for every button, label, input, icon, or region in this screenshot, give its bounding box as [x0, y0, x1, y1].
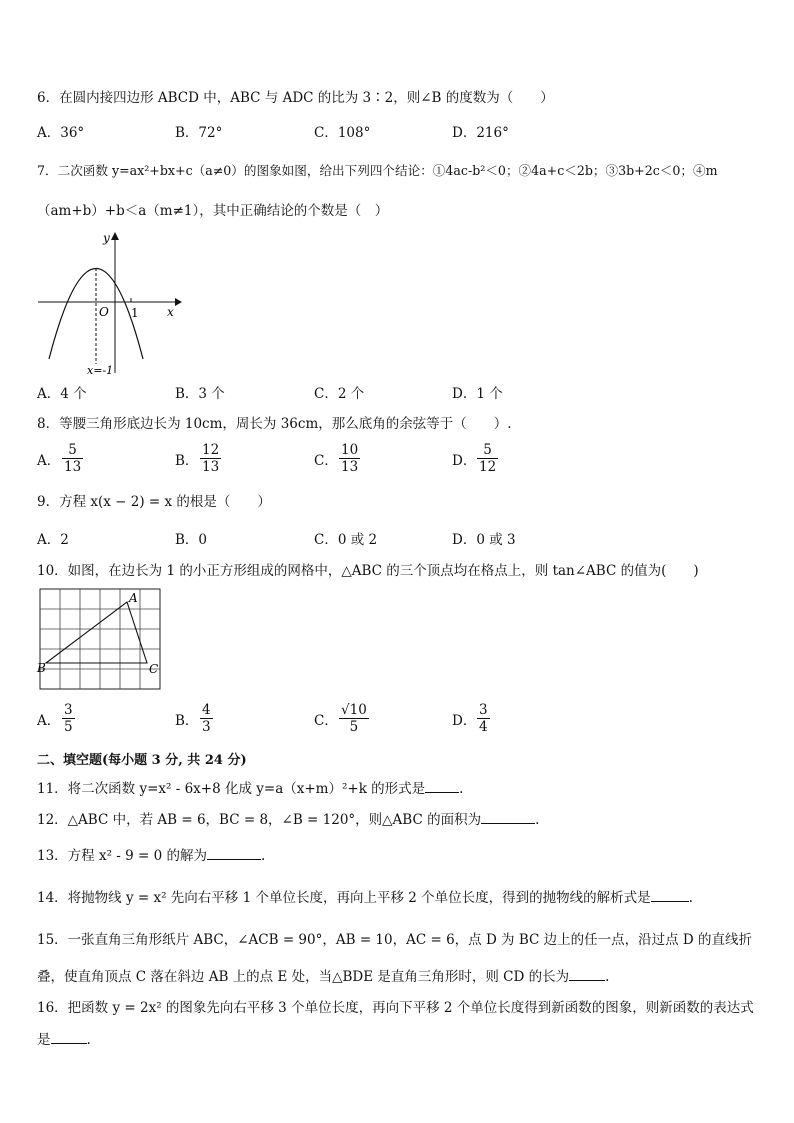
q7-stem-line1: 7．二次函数 y=ax²+bx+c（a≠0）的图象如图，给出下列四个结论：①4ac-b²＜0；②4a+c＜2b；③3b+2c＜0；④m [37, 163, 718, 178]
q9-option-c[interactable]: C．0 或 2 [314, 532, 378, 548]
q14-stem: 14．将抛物线 y = x² 先向右平移 1 个单位长度，再向上平移 2 个单位长度，得到的抛物线的解析式是 [37, 890, 651, 906]
q6-option-a[interactable]: A．36° [37, 125, 85, 141]
q12-row [37, 811, 539, 829]
q10-option-a-letter[interactable]: A． [37, 713, 61, 729]
denominator: 5 [64, 719, 73, 735]
q7-option-c[interactable]: C．2 个 [314, 386, 365, 402]
numerator: 5 [477, 442, 498, 459]
denominator: 13 [341, 459, 359, 475]
q16-end: . [86, 1032, 91, 1048]
q16-answer-blank[interactable] [51, 1031, 87, 1044]
q7-stem-line2: （am+b）+b＜a（m≠1），其中正确结论的个数是（ ） [37, 203, 389, 219]
vertex-label-c: C [149, 662, 159, 676]
q7-option-a[interactable]: A．4 个 [37, 386, 87, 402]
denominator: 12 [479, 459, 497, 475]
q13-end: . [261, 848, 266, 864]
q6-stem: 6．在圆内接四边形 ABCD 中，ABC 与 ADC 的比为 3∶2，则∠B 的度数为（ ） [37, 90, 554, 106]
denominator: 13 [64, 459, 82, 475]
denominator: 4 [479, 719, 488, 735]
q8-option-c-fraction [339, 442, 360, 475]
q8-option-d-fraction [477, 442, 498, 475]
numerator: 12 [202, 442, 220, 458]
section-title: 二、填空题(每小题 3 分, 共 24 分) [37, 753, 247, 768]
x-axis-label: x [167, 305, 174, 319]
q6-option-b[interactable]: B．72° [175, 125, 223, 141]
q8-stem: 8．等腰三角形底边长为 10cm，周长为 36cm，那么底角的余弦等于（ ）. [37, 416, 512, 432]
q9-option-b[interactable]: B．0 [175, 532, 208, 548]
q13-stem: 13．方程 x² - 9 = 0 的解为 [37, 848, 208, 864]
q10-option-d-fraction [477, 702, 490, 735]
grid-lines [40, 589, 160, 689]
q10-grid-figure [37, 586, 162, 686]
q12-stem: 12．△ABC 中，若 AB = 6，BC = 8，∠B = 120°，则△ABC 的面积为 [37, 812, 482, 828]
numerator: 10 [341, 442, 359, 458]
q12-end: . [535, 812, 540, 828]
q14-row [37, 889, 693, 907]
x-axis-arrow [175, 298, 182, 306]
q11-answer-blank[interactable] [425, 780, 459, 793]
q8-option-b-letter[interactable]: B． [175, 453, 199, 469]
denominator: 5 [349, 719, 359, 735]
y-axis-label: y [103, 231, 110, 245]
vertex-label-a: A [129, 591, 138, 605]
q8-option-d-letter[interactable]: D． [452, 453, 477, 469]
q16-line1: 16．把函数 y = 2x² 的图象先向右平移 3 个单位长度，再向下平移 2 个单位长度得到新函数的图象，则新函数的表达式 [37, 1000, 754, 1016]
q14-answer-blank[interactable] [651, 889, 689, 902]
numerator: √10 [341, 702, 367, 718]
q16-row2 [37, 1031, 91, 1049]
q6-option-d[interactable]: D．216° [452, 125, 509, 141]
q10-option-b-fraction [200, 702, 213, 735]
q13-answer-blank[interactable] [207, 847, 261, 860]
q14-end: . [688, 890, 693, 906]
triangle-abc [46, 602, 147, 663]
q10-option-c-fraction [339, 702, 369, 735]
q15-end: . [605, 969, 610, 985]
q7-option-b[interactable]: B．3 个 [175, 386, 225, 402]
q10-option-c-letter[interactable]: C． [314, 713, 338, 729]
q8-option-a-letter[interactable]: A． [37, 453, 61, 469]
vertex-label-b: B [37, 661, 46, 675]
symmetry-axis-label: x=-1 [87, 364, 114, 377]
q10-stem: 10．如图，在边长为 1 的小正方形组成的网格中，△ABC 的三个顶点均在格点上，则 tan∠ABC 的值为( ) [37, 563, 699, 579]
q9-option-a[interactable]: A．2 [37, 532, 69, 548]
q7-option-d[interactable]: D．1 个 [452, 386, 503, 402]
tick-label-1: 1 [131, 306, 139, 320]
q9-stem: 9．方程 x(x − 2) = x 的根是（ ） [37, 494, 271, 510]
q10-option-a-fraction [62, 702, 75, 735]
q6-option-c[interactable]: C．108° [314, 125, 371, 141]
numerator: 4 [202, 702, 211, 718]
numerator: 3 [64, 702, 73, 718]
q9-option-d[interactable]: D．0 或 3 [452, 532, 516, 548]
q15-line1: 15．一张直角三角形纸片 ABC，∠ACB = 90°，AB = 10，AC = 6，点 D 为 BC 边上的任一点，沿过点 D 的直线折 [37, 932, 753, 948]
numerator: 3 [479, 702, 488, 718]
q11-end: . [459, 781, 464, 797]
q10-option-b-letter[interactable]: B． [175, 713, 199, 729]
q13-row [37, 847, 265, 865]
denominator: 3 [202, 719, 211, 735]
q8-option-c-letter[interactable]: C． [314, 453, 338, 469]
q8-option-b-fraction [200, 442, 221, 475]
y-axis-arrow [111, 232, 119, 240]
q15-line2: 叠，使直角顶点 C 落在斜边 AB 上的点 E 处，当△BDE 是直角三角形时，则 CD 的长为 [37, 969, 570, 985]
q10-option-d-letter[interactable]: D． [452, 713, 477, 729]
q15-row2 [37, 968, 609, 986]
q15-answer-blank[interactable] [569, 968, 605, 981]
q16-line2: 是 [37, 1032, 51, 1048]
q11-stem: 11．将二次函数 y=x² - 6x+8 化成 y=a（x+m）²+k 的形式是 [37, 781, 426, 797]
numerator: 5 [62, 442, 83, 459]
denominator: 13 [202, 459, 220, 475]
q8-option-a-fraction [62, 442, 83, 475]
origin-label: O [99, 305, 109, 319]
q7-parabola-graph [35, 228, 185, 378]
q12-answer-blank[interactable] [481, 811, 535, 824]
q11-row [37, 780, 463, 798]
